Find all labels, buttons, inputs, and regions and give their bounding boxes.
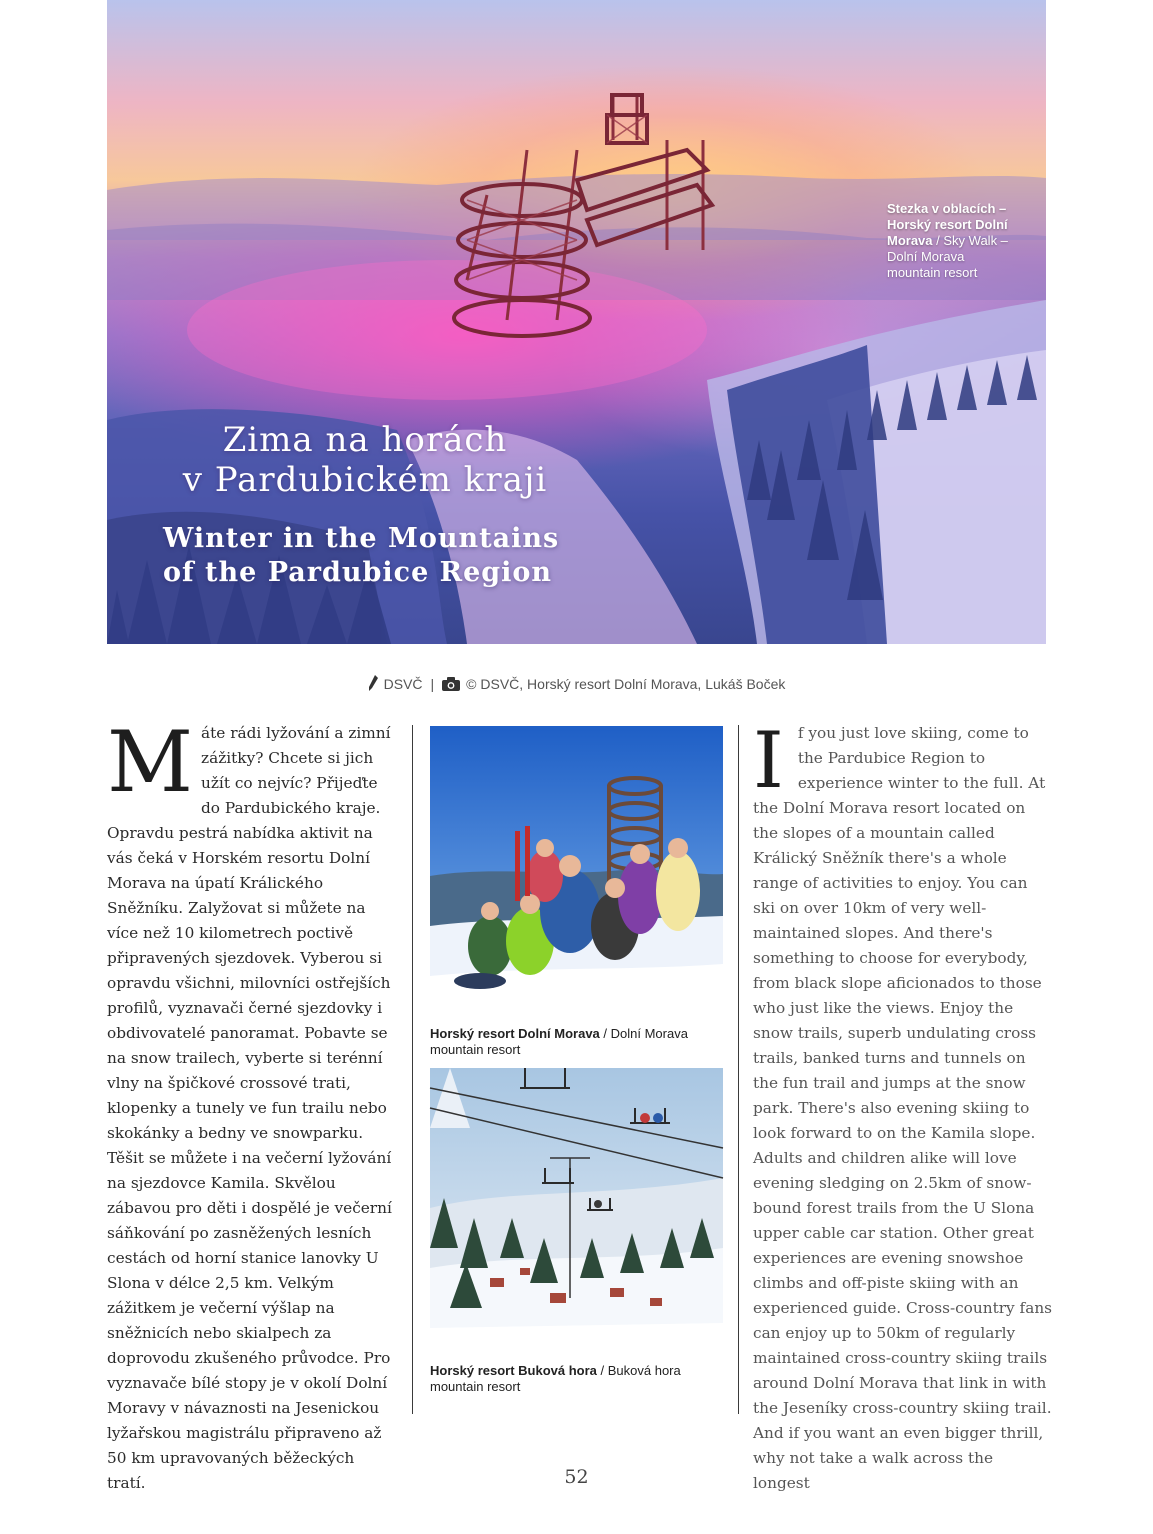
chairlift-illustration	[430, 1068, 723, 1350]
page-number: 52	[564, 1466, 589, 1488]
dropcap-czech: M	[107, 713, 194, 811]
article-body-english: f you just love skiing, come to the Pardubice Region to experience winter to the full. At the Dolní Morava resort located on the slopes of a mountain called Králický Sněžník there's a whole range of activities to enjoy. You can ski on over 10km of very well-maintained slopes. And there's something to choose for everybody, from black slope aficionados to those who just like the views. Enjoy the snow trails, superb undulating cross trails, banked turns and tunnels on the fun trail and jumps at the snow park. There's also evening skiing to look forward to on the Kamila slope. Adults and children alike will love evening sledging on 2.5km of snow-bound forest trails from the U Slona upper cable car station. Other great experiences are evening snowshoe climbs and off-piste skiing with an experienced guide. Cross-country fans can enjoy up to 50km of regularly maintained cross-country skiing trails around Dolní Morava that link in with the Jeseníky cross-country skiing trail. And if you want an even bigger thrill, why not take a walk across the longest	[753, 724, 1053, 1492]
hero-title-czech-line-2: v Pardubickém kraji	[182, 460, 548, 500]
hero-title-english-line-2: of the Pardubice Region	[163, 557, 553, 588]
camera-icon	[442, 677, 460, 691]
column-divider-right	[738, 725, 739, 1414]
pen-icon	[368, 675, 378, 691]
article-text-english	[753, 716, 1053, 1492]
photo-2-caption-rest: Buková hora mountain resort	[430, 1363, 681, 1394]
photo-2-caption-separator: /	[596, 1363, 608, 1378]
hero-title-czech	[165, 420, 565, 500]
photo-dolni-morava	[430, 726, 723, 1019]
hero-caption-separator: /	[932, 233, 944, 248]
credits-line	[0, 674, 1153, 694]
column-divider-left	[412, 725, 413, 1414]
photo-1-caption-separator: /	[599, 1026, 611, 1041]
photo-caption-dolni-morava	[430, 1026, 723, 1058]
credits-separator: |	[430, 676, 435, 692]
dropcap-english: I	[753, 716, 784, 806]
photo-credit: © DSVČ, Horský resort Dolní Morava, Lukáš Boček	[466, 676, 786, 692]
photo-caption-bukova-hora	[430, 1363, 723, 1395]
article-text-czech	[107, 713, 397, 1496]
hero-title-english-line-1: Winter in the Mountains	[163, 523, 560, 554]
article-body-czech: áte rádi lyžování a zimní zážitky? Chcete si jich užít co nejvíc? Přijeďte do Pardubického kraje. Opravdu pestrá nabídka aktivit na vás čeká v Horském resortu Dolní Morava na úpatí Králického Sněžníku. Zalyžovat si můžete na více než 10 kilometrech poctivě připravených sjezdovek. Vyberou si opravdu všichni, milovníci ostřejších profilů, vyznavači černé sjezdovky i obdivovatelé panoramat. Pobavte se na snow trailech, vyberte si terénní vlny na špičkové crossové trati, klopenky a tunely ve fun trailu nebo skokánky a bedny ve snowparku. Těšit se můžete i na večerní lyžování na sjezdovce Kamila. Skvělou zábavou pro děti i dospělé je večerní sáňkování po zasněžených lesních cestách od horní stanice lanovky U Slona v délce 2,5 km. Velkým zážitkem je večerní výšlap na sněžnicích nebo skialpech za doprovodu zkušeného průvodce. Pro vyznavače bílé stopy je v okolí Dolní Moravy v návaznosti na Jesenickou lyžařskou magistrálu připraveno až 50 km upravovaných běžeckých tratí.	[107, 724, 392, 1492]
photo-1-caption-bold: Horský resort Dolní Morava	[430, 1026, 600, 1041]
hero-photo-caption	[887, 201, 1017, 281]
hero-title-english	[163, 522, 583, 590]
family-on-snow-illustration	[430, 726, 723, 1019]
author-credit: DSVČ	[383, 676, 423, 692]
hero-caption-rest: Sky Walk – Dolní Morava mountain resort	[887, 233, 1008, 280]
hero-photo	[107, 0, 1046, 644]
photo-1-caption-rest: Dolní Morava mountain resort	[430, 1026, 688, 1057]
photo-2-caption-bold: Horský resort Buková hora	[430, 1363, 597, 1378]
hero-caption-bold: Stezka v oblacích – Horský resort Dolní Morava	[887, 201, 1008, 248]
hero-title-czech-line-1: Zima na horách	[222, 420, 508, 460]
photo-bukova-hora	[430, 1068, 723, 1350]
